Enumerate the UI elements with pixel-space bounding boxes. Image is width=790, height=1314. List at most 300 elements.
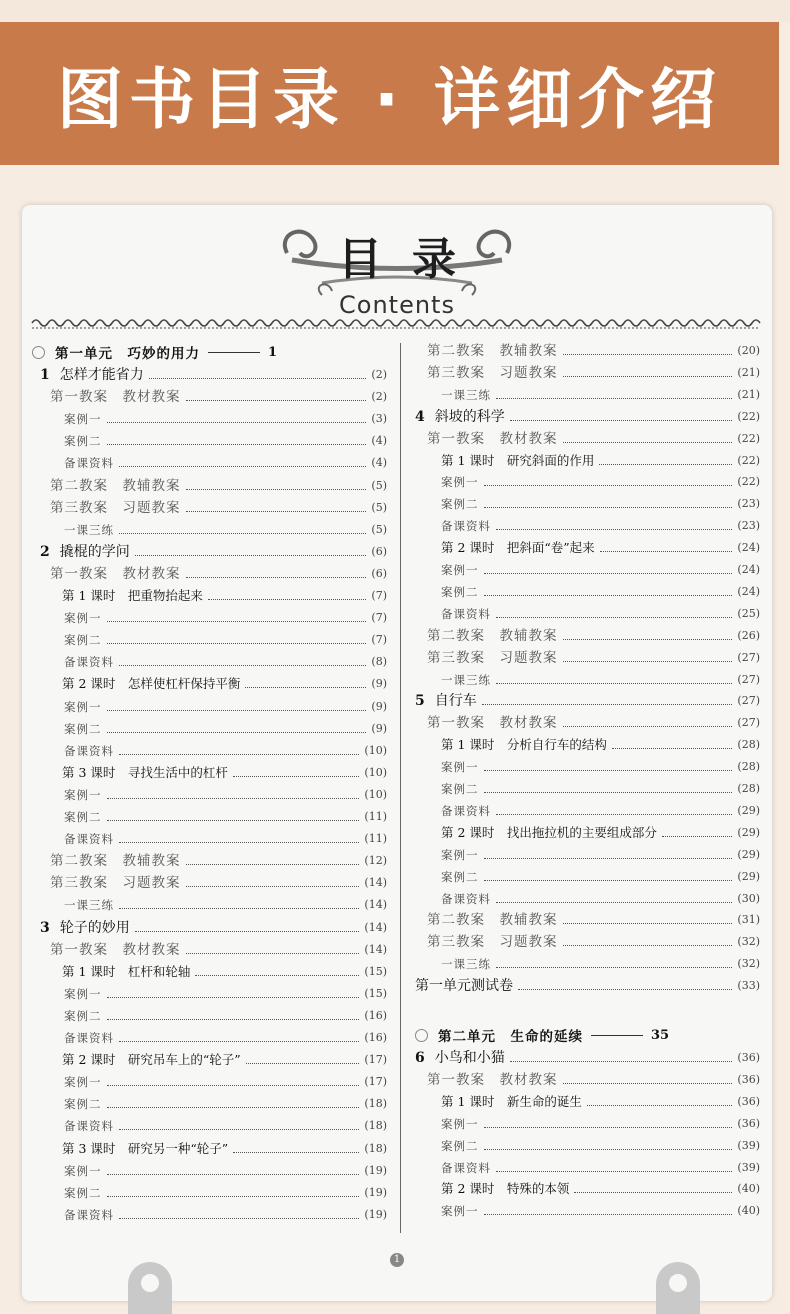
entry-text: 第一教案 教材教案 — [50, 565, 181, 582]
entry-page: (22) — [737, 409, 760, 423]
lesson-number: 6 — [415, 1050, 425, 1066]
entry-title — [441, 736, 607, 754]
entry-text: 案例二 — [441, 1138, 479, 1153]
dot-leader — [496, 902, 732, 903]
entry-page: (14) — [364, 920, 387, 934]
entry-page: (30) — [737, 891, 760, 905]
dot-leader — [135, 555, 367, 556]
entry-text: 第 3 课时 研究另一种“轮子” — [62, 1140, 229, 1156]
toc-entry[interactable] — [32, 939, 387, 959]
entry-text: 第 1 课时 把重物抬起来 — [62, 588, 203, 603]
entry-page: (6) — [371, 544, 387, 558]
toc-entry[interactable] — [32, 1204, 387, 1224]
dot-leader — [186, 886, 360, 887]
toc-entry[interactable] — [32, 629, 387, 649]
entry-page: (17) — [364, 1053, 387, 1067]
dot-leader — [119, 1129, 359, 1130]
dot-leader — [233, 1152, 359, 1153]
dot-leader — [484, 1149, 733, 1150]
toc-entry[interactable] — [415, 1091, 760, 1111]
entry-text: 怎样才能省力 — [59, 367, 144, 383]
entry-page: (2) — [371, 368, 387, 381]
entry-text: 备课资料 — [441, 606, 491, 621]
entry-page: (24) — [737, 541, 760, 555]
entry-text: 第 1 课时 研究斜面的作用 — [441, 452, 595, 468]
dot-leader — [186, 577, 367, 578]
toc-entry[interactable] — [32, 1027, 387, 1047]
toc-entry[interactable] — [415, 1047, 760, 1067]
toc-entry[interactable] — [415, 669, 760, 689]
entry-text: 备课资料 — [64, 456, 114, 471]
toc-entry[interactable] — [415, 1113, 760, 1133]
dot-leader — [599, 464, 732, 465]
entry-text: 案例一 — [64, 611, 102, 626]
entry-text: 备课资料 — [64, 1031, 114, 1045]
unit-rule — [208, 352, 260, 353]
entry-page: (29) — [737, 847, 760, 861]
toc-entry[interactable] — [32, 497, 387, 517]
entry-title — [64, 521, 114, 539]
dot-leader — [496, 683, 732, 684]
toc-entry[interactable] — [32, 762, 387, 782]
entry-title — [441, 452, 594, 470]
entry-text: 第 2 课时 找出拖拉机的主要组成部分 — [441, 824, 657, 840]
toc-entry[interactable] — [32, 519, 387, 539]
entry-text: 备课资料 — [441, 891, 491, 906]
dot-leader — [208, 599, 367, 600]
toc-entry[interactable] — [32, 651, 387, 671]
circle-bullet-icon — [32, 346, 45, 359]
entry-title — [441, 561, 479, 579]
entry-title — [441, 868, 479, 886]
entry-page: (29) — [737, 869, 760, 883]
entry-page: (21) — [737, 387, 760, 401]
lesson-number: 1 — [40, 367, 50, 383]
toc-entry[interactable] — [32, 806, 387, 826]
toc-entry[interactable] — [32, 983, 387, 1003]
entry-text: 备课资料 — [64, 743, 114, 758]
entry-page: (6) — [371, 566, 387, 580]
toc-entry[interactable] — [415, 581, 760, 601]
entry-title — [50, 499, 181, 517]
entry-title — [50, 852, 181, 870]
entry-page: (27) — [737, 650, 760, 664]
toc-entry[interactable] — [415, 931, 760, 951]
toc-entry[interactable] — [415, 537, 760, 557]
toc-entry[interactable] — [415, 406, 760, 426]
entry-title — [64, 1095, 102, 1113]
entry-page: (32) — [737, 935, 760, 949]
entry-title — [415, 977, 513, 995]
toc-entry[interactable] — [32, 828, 387, 848]
page-number: 1 — [390, 1253, 404, 1267]
entry-page: (2) — [371, 390, 387, 404]
column-divider — [400, 343, 401, 1233]
entry-text: 案例二 — [441, 869, 479, 884]
entry-title — [415, 692, 477, 710]
toc-entry[interactable] — [32, 585, 387, 605]
dot-leader — [107, 798, 360, 799]
dot-leader — [107, 643, 367, 644]
entry-text: 第二教案 教辅教案 — [427, 627, 558, 644]
toc-entry[interactable] — [415, 822, 760, 842]
entry-text: 案例二 — [64, 810, 102, 824]
toc-entry[interactable] — [32, 718, 387, 738]
toc-header — [22, 205, 772, 335]
toc-page — [22, 205, 772, 1301]
entry-title — [427, 342, 558, 360]
toc-entry[interactable] — [415, 756, 760, 776]
entry-text: 一课三练 — [64, 522, 114, 537]
toc-entry[interactable] — [32, 1160, 387, 1180]
entry-text: 案例一 — [441, 760, 479, 775]
entry-page: (18) — [364, 1097, 387, 1111]
entry-title — [441, 517, 491, 535]
toc-entry[interactable] — [415, 647, 760, 667]
toc-entry[interactable] — [32, 961, 387, 981]
entry-title — [415, 1049, 505, 1067]
dot-leader — [119, 533, 366, 534]
entry-text: 备课资料 — [64, 655, 114, 670]
entry-text: 第 2 课时 怎样使杠杆保持平衡 — [62, 676, 241, 692]
entry-text: 第 2 课时 研究吊车上的“轮子” — [62, 1052, 241, 1068]
entry-text: 第 1 课时 分析自行车的结构 — [441, 737, 607, 753]
entry-text: 案例二 — [441, 782, 479, 796]
entry-text: 一课三练 — [64, 898, 114, 913]
entry-page: (28) — [737, 738, 760, 752]
lesson-number: 3 — [40, 919, 50, 936]
entry-title — [441, 583, 479, 601]
toc-entry[interactable] — [32, 541, 387, 561]
dot-leader — [186, 511, 367, 512]
entry-page: (20) — [737, 344, 760, 357]
dot-leader — [245, 687, 366, 688]
toc-entry[interactable] — [32, 1138, 387, 1158]
entry-page: (9) — [371, 721, 387, 735]
entry-title — [427, 627, 558, 645]
dot-leader — [496, 814, 732, 815]
toc-entry[interactable] — [32, 563, 387, 583]
entry-title — [64, 830, 114, 848]
toc-entry[interactable] — [32, 1049, 387, 1069]
dot-leader — [119, 466, 366, 467]
toc-entry[interactable] — [415, 340, 760, 360]
entry-title — [64, 1117, 114, 1135]
entry-title — [64, 1184, 102, 1202]
entry-page: (10) — [364, 787, 387, 801]
dot-leader — [195, 975, 359, 976]
entry-title — [64, 698, 102, 716]
toc-entry[interactable] — [415, 800, 760, 820]
entry-title — [64, 742, 114, 760]
entry-page: (29) — [737, 803, 760, 817]
dot-leader — [107, 1085, 360, 1086]
entry-page: (24) — [737, 584, 760, 598]
entry-text: 备课资料 — [64, 1207, 114, 1222]
top-strip — [0, 0, 790, 22]
toc-entry[interactable] — [32, 696, 387, 716]
toc-entry[interactable] — [32, 673, 387, 693]
entry-page: (10) — [364, 765, 387, 779]
entry-text: 备课资料 — [64, 1119, 114, 1134]
entry-title — [427, 649, 558, 667]
entry-title — [50, 874, 181, 892]
entry-title — [64, 1073, 102, 1091]
entry-text: 一课三练 — [441, 957, 491, 972]
toc-entry[interactable] — [415, 909, 760, 929]
entry-page: (36) — [737, 1072, 760, 1086]
entry-text: 案例一 — [64, 699, 102, 714]
dot-leader — [119, 754, 359, 755]
dot-leader — [484, 485, 733, 486]
entry-text: 自行车 — [434, 693, 477, 710]
entry-page: (33) — [737, 979, 760, 993]
entry-page: (8) — [371, 655, 387, 669]
toc-title: 目录 — [338, 234, 486, 285]
dot-leader — [563, 661, 733, 662]
toc-entry[interactable] — [415, 384, 760, 404]
toc-entry[interactable] — [32, 607, 387, 627]
entry-title — [62, 1051, 241, 1069]
toc-entry[interactable] — [32, 1071, 387, 1091]
entry-title — [64, 1007, 102, 1025]
toc-entry[interactable] — [415, 778, 760, 798]
entry-page: (15) — [364, 986, 387, 1000]
toc-entry[interactable] — [32, 1115, 387, 1135]
dot-leader — [107, 1019, 360, 1020]
toc-entry[interactable] — [415, 362, 760, 382]
entry-title — [441, 386, 491, 404]
dot-leader — [484, 1214, 733, 1215]
toc-entry[interactable] — [415, 734, 760, 754]
entry-page: (11) — [364, 832, 387, 846]
entry-title — [427, 911, 558, 929]
toc-entry[interactable] — [415, 844, 760, 864]
entry-text: 第 1 课时 新生命的诞生 — [441, 1093, 582, 1109]
entry-text: 备课资料 — [441, 803, 491, 818]
entry-page: (26) — [737, 628, 760, 642]
dot-leader — [563, 639, 733, 640]
toc-entry[interactable] — [415, 712, 760, 732]
toc-entry[interactable] — [415, 953, 760, 973]
entry-text: 案例二 — [64, 1185, 102, 1200]
toc-entry[interactable] — [415, 690, 760, 710]
entry-text: 第三教案 习题教案 — [427, 649, 558, 666]
entry-title — [441, 1115, 479, 1133]
entry-text: 第三教案 习题教案 — [427, 364, 558, 381]
dot-leader — [563, 376, 733, 377]
entry-title — [62, 587, 203, 605]
entry-title — [64, 1206, 114, 1224]
toc-entry[interactable] — [415, 888, 760, 908]
left-hanger-hook — [128, 1262, 172, 1314]
entry-page: (39) — [737, 1138, 760, 1152]
entry-text: 案例二 — [64, 434, 102, 449]
toc-entry[interactable] — [415, 450, 760, 470]
entry-page: (19) — [364, 1185, 387, 1199]
dot-leader — [135, 931, 360, 932]
entry-text: 斜坡的科学 — [434, 408, 505, 425]
entry-page: (12) — [364, 854, 387, 868]
entry-text: 案例二 — [64, 633, 102, 648]
entry-page: (14) — [364, 898, 387, 912]
entry-page: (36) — [737, 1051, 760, 1064]
entry-title — [64, 896, 114, 914]
entry-text: 案例二 — [64, 721, 102, 736]
toc-entry[interactable] — [415, 493, 760, 513]
entry-page: (19) — [364, 1163, 387, 1177]
entry-page: (7) — [371, 633, 387, 647]
toc-entry[interactable] — [32, 475, 387, 495]
toc-entry[interactable] — [32, 1182, 387, 1202]
entry-page: (23) — [737, 497, 760, 511]
dot-leader — [496, 617, 732, 618]
entry-page: (22) — [737, 453, 760, 467]
unit-heading — [32, 340, 387, 364]
dot-leader — [484, 880, 733, 881]
entry-page: (39) — [737, 1160, 760, 1174]
toc-entry[interactable] — [415, 1200, 760, 1220]
dot-leader — [484, 595, 733, 596]
entry-title — [427, 364, 558, 382]
toc-entry[interactable] — [415, 603, 760, 623]
entry-title — [441, 473, 479, 491]
entry-title — [441, 758, 479, 776]
dot-leader — [612, 748, 733, 749]
entry-title — [441, 1093, 582, 1111]
entry-title — [62, 675, 240, 693]
dot-leader — [563, 1083, 733, 1084]
toc-entry[interactable] — [415, 866, 760, 886]
dot-leader — [107, 422, 367, 423]
dot-leader — [107, 444, 367, 445]
entry-page: (18) — [364, 1119, 387, 1133]
entry-text: 第二教案 教辅教案 — [50, 477, 181, 494]
toc-entry[interactable] — [32, 364, 387, 384]
entry-text: 案例一 — [441, 1204, 479, 1219]
entry-text: 备课资料 — [441, 519, 491, 534]
entry-page: (9) — [371, 699, 387, 713]
entry-text: 案例二 — [441, 497, 479, 512]
entry-text: 撬棍的学问 — [59, 543, 130, 560]
unit-title: 第二单元 生命的延续 — [438, 1029, 583, 1045]
toc-entry[interactable] — [32, 894, 387, 914]
entry-page: (27) — [737, 694, 760, 708]
toc-entry[interactable] — [415, 1157, 760, 1177]
toc-entry[interactable] — [32, 917, 387, 937]
toc-entry[interactable] — [32, 452, 387, 472]
entry-page: (7) — [371, 589, 387, 602]
dot-leader — [563, 354, 733, 355]
dot-leader — [149, 378, 367, 379]
toc-entry[interactable] — [32, 430, 387, 450]
toc-entry[interactable] — [32, 408, 387, 428]
entry-text: 第一教案 教材教案 — [50, 941, 181, 958]
dot-leader — [496, 529, 732, 530]
dot-leader — [186, 489, 367, 490]
dot-leader — [482, 704, 733, 705]
dot-leader — [119, 1041, 359, 1042]
entry-title — [64, 631, 102, 649]
toc-entry[interactable] — [415, 975, 760, 995]
toc-entry[interactable] — [32, 1005, 387, 1025]
entry-page: (11) — [364, 810, 387, 823]
dot-leader — [107, 621, 367, 622]
entry-title — [427, 1071, 558, 1089]
dot-leader — [107, 710, 367, 711]
dot-leader — [484, 1127, 733, 1128]
entry-page: (14) — [364, 942, 387, 956]
entry-title — [64, 454, 114, 472]
toc-entry[interactable] — [415, 471, 760, 491]
entry-title — [441, 780, 479, 798]
toc-entry[interactable] — [415, 1178, 760, 1198]
toc-entry[interactable] — [32, 386, 387, 406]
toc-entry[interactable] — [32, 740, 387, 760]
entry-text: 案例一 — [441, 1116, 479, 1131]
dot-leader — [563, 923, 733, 924]
entry-text: 案例二 — [441, 584, 479, 599]
dot-leader — [186, 953, 360, 954]
entry-title — [441, 890, 491, 908]
toc-entry[interactable] — [415, 1135, 760, 1155]
entry-page: (16) — [364, 1031, 387, 1044]
entry-text: 一课三练 — [441, 387, 491, 402]
entry-title — [62, 1140, 228, 1158]
dot-leader — [246, 1063, 360, 1064]
toc-entry[interactable] — [415, 559, 760, 579]
entry-page: (21) — [737, 365, 760, 379]
entry-text: 案例一 — [441, 475, 479, 490]
dot-leader — [107, 997, 360, 998]
entry-page: (9) — [371, 677, 387, 691]
entry-page: (5) — [371, 522, 387, 536]
dot-leader — [119, 908, 359, 909]
entry-page: (3) — [371, 412, 387, 426]
entry-text: 案例二 — [64, 1008, 102, 1023]
entry-title — [427, 430, 558, 448]
toc-entry[interactable] — [32, 850, 387, 870]
toc-entry[interactable] — [32, 872, 387, 892]
entry-title — [64, 786, 102, 804]
dot-leader — [496, 398, 732, 399]
toc-entry[interactable] — [415, 625, 760, 645]
dot-leader — [484, 858, 733, 859]
entry-text: 案例一 — [64, 1163, 102, 1178]
entry-title — [441, 605, 491, 623]
toc-entry[interactable] — [415, 1069, 760, 1089]
entry-page: (4) — [371, 434, 387, 448]
entry-text: 第三教案 习题教案 — [50, 875, 181, 892]
entry-page: (40) — [737, 1204, 760, 1218]
dot-leader — [186, 400, 367, 401]
entry-page: (16) — [364, 1008, 387, 1022]
toc-entry[interactable] — [32, 784, 387, 804]
toc-entry[interactable] — [32, 1093, 387, 1113]
banner — [0, 22, 779, 165]
entry-text: 第二教案 教辅教案 — [427, 343, 558, 359]
toc-entry[interactable] — [415, 515, 760, 535]
entry-page: (22) — [737, 431, 760, 445]
dot-leader — [563, 726, 733, 727]
dot-leader — [107, 732, 367, 733]
entry-title — [40, 366, 144, 384]
entry-title — [40, 543, 130, 561]
entry-page: (5) — [371, 500, 387, 514]
toc-entry[interactable] — [415, 428, 760, 448]
entry-page: (17) — [364, 1075, 387, 1089]
entry-title — [441, 671, 491, 689]
